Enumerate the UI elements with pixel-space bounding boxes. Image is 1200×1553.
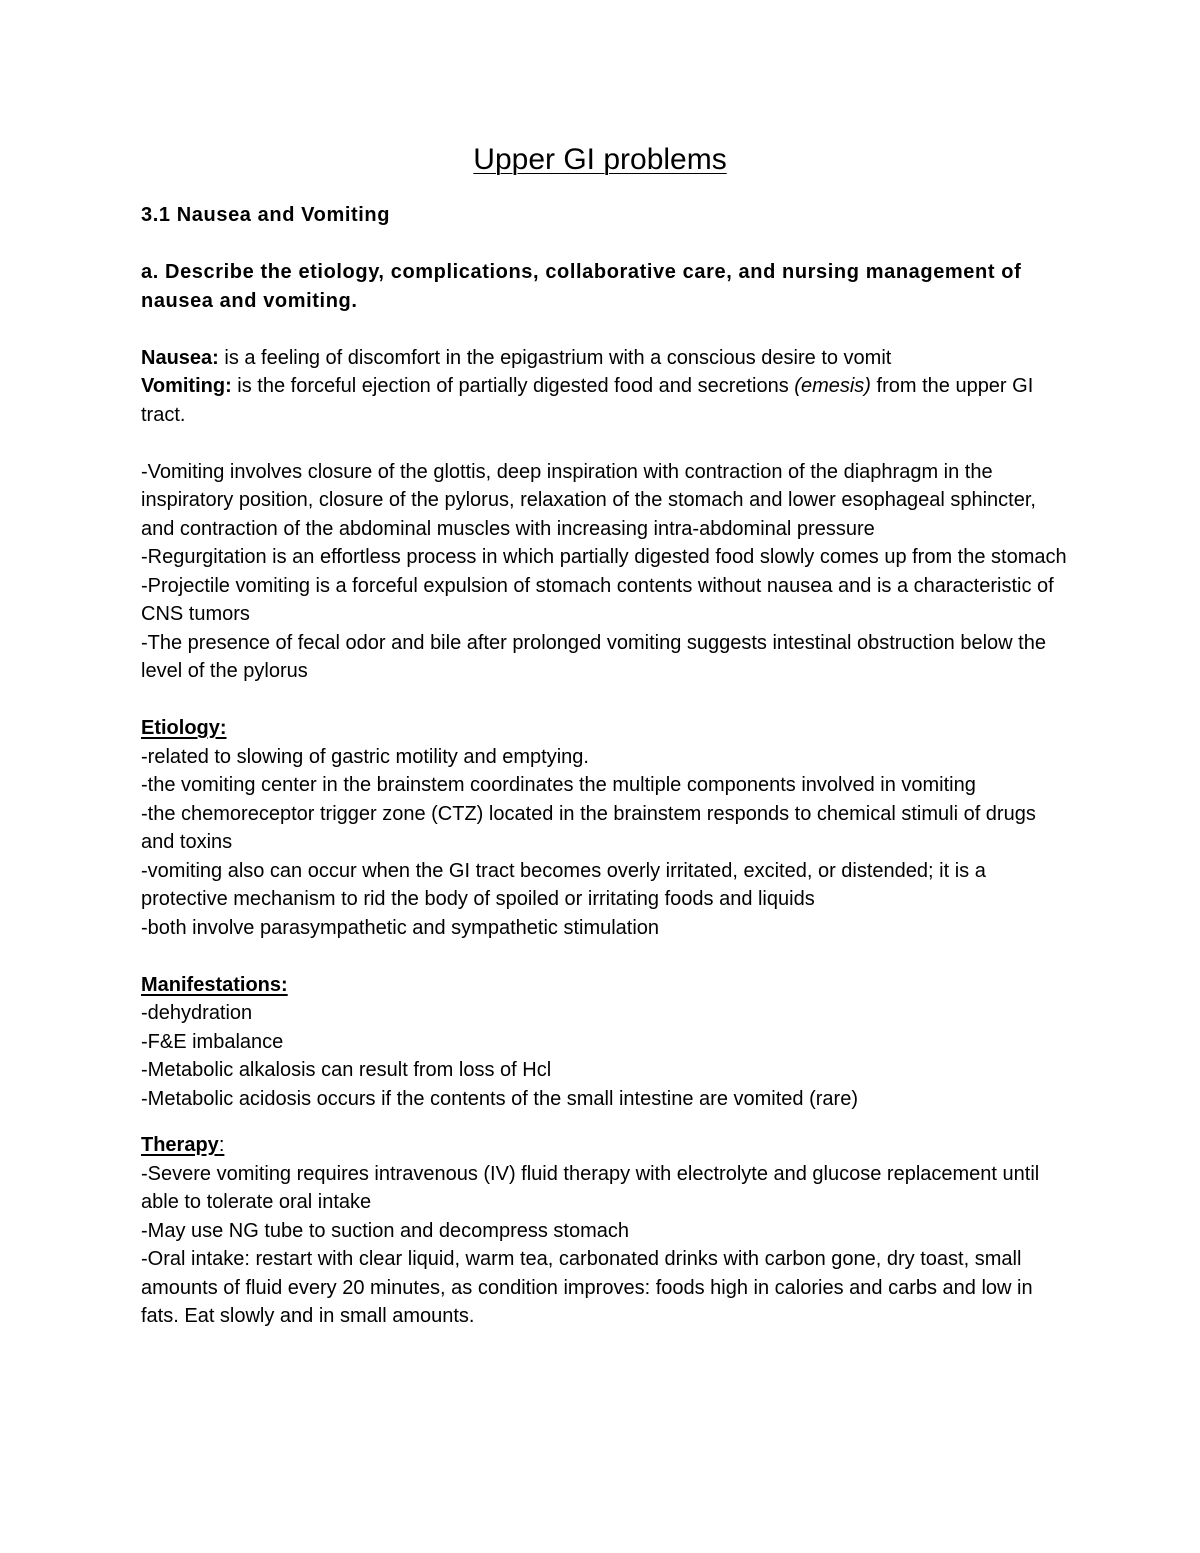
vomiting-definition-text-1: is the forceful ejection of partially digested food and secretions (231, 375, 795, 397)
spacer (141, 942, 1071, 971)
therapy-item: -Severe vomiting requires intravenous (IV) fluid therapy with electrolyte and glucose replacement until able to tolerate oral intake (141, 1162, 1040, 1213)
spacer (141, 1113, 1071, 1131)
definition-vomiting (141, 372, 1071, 429)
etiology-item: -related to slowing of gastric motility and emptying. (141, 745, 589, 768)
question-prompt: a. Describe the etiology, complications, collaborative care, and nursing management of nausea and vomiting. (141, 261, 1022, 312)
vomiting-definition-text-2: from the upper GI tract. (141, 375, 1034, 426)
spacer (141, 230, 1071, 259)
spacer (141, 686, 1071, 715)
note-item: -Regurgitation is an effortless process in which partially digested food slowly comes up from the stomach (141, 546, 1067, 568)
etiology-item: -the vomiting center in the brainstem coordinates the multiple components involved in vomiting (141, 774, 976, 796)
nausea-definition-text: is a feeling of discomfort in the epigastrium with a conscious desire to vomit (218, 346, 892, 369)
manifestations-heading-line (141, 971, 1071, 1000)
note-item: -The presence of fecal odor and bile after prolonged vomiting suggests intestinal obstruction below the level of the pylorus (141, 631, 1046, 682)
term-vomiting: Vomiting: (141, 375, 232, 397)
etiology-item: -both involve parasympathetic and sympathetic stimulation (141, 916, 660, 939)
term-nausea: Nausea: (141, 346, 219, 369)
note-item: -Vomiting involves closure of the glottis, deep inspiration with contraction of the diaphragm in the inspiratory position, closure of the pylorus, relaxation of the stomach and lower esophageal sphincter, and contraction of the abdominal muscles with increasing intra-abdominal pressure (141, 460, 1036, 540)
note-item: -Projectile vomiting is a forceful expulsion of stomach contents without nausea and is a characteristic of CNS tumors (141, 574, 1054, 625)
etiology-heading: Etiology: (141, 717, 227, 739)
therapy-heading-line (141, 1131, 1071, 1160)
therapy-heading-colon: : (218, 1134, 225, 1156)
definition-nausea (141, 344, 1071, 373)
spacer (141, 429, 1071, 458)
manifestation-item: -dehydration (141, 1002, 253, 1024)
spacer (141, 315, 1071, 344)
etiology-heading-line (141, 714, 1071, 743)
page-title: Upper GI problems (473, 143, 727, 176)
therapy-heading: Therapy (141, 1134, 219, 1156)
etiology-item: -vomiting also can occur when the GI tract becomes overly irritated, excited, or distended; it is a protective mechanism to rid the body of spoiled or irritating foods and liquids (141, 859, 986, 910)
emesis-emphasis: (emesis) (794, 375, 871, 397)
manifestation-item: -Metabolic acidosis occurs if the contents of the small intestine are vomited (rare) (141, 1087, 858, 1110)
therapy-item: -May use NG tube to suction and decompress stomach (141, 1219, 630, 1242)
manifestations-heading: Manifestations: (141, 973, 288, 996)
manifestation-item: -Metabolic alkalosis can result from loss of Hcl (141, 1059, 552, 1081)
document-body (141, 201, 1071, 1331)
etiology-item: -the chemoreceptor trigger zone (CTZ) located in the brainstem responds to chemical stimuli of drugs and toxins (141, 802, 1036, 853)
manifestation-item: -F&E imbalance (141, 1030, 284, 1053)
therapy-item: -Oral intake: restart with clear liquid, warm tea, carbonated drinks with carbon gone, dry toast, small amounts of fluid every 20 minutes, as condition improves: foods high in calories and carbs and low in fats. Eat slowly and in small amounts. (141, 1248, 1033, 1327)
section-heading: 3.1 Nausea and Vomiting (141, 204, 391, 226)
